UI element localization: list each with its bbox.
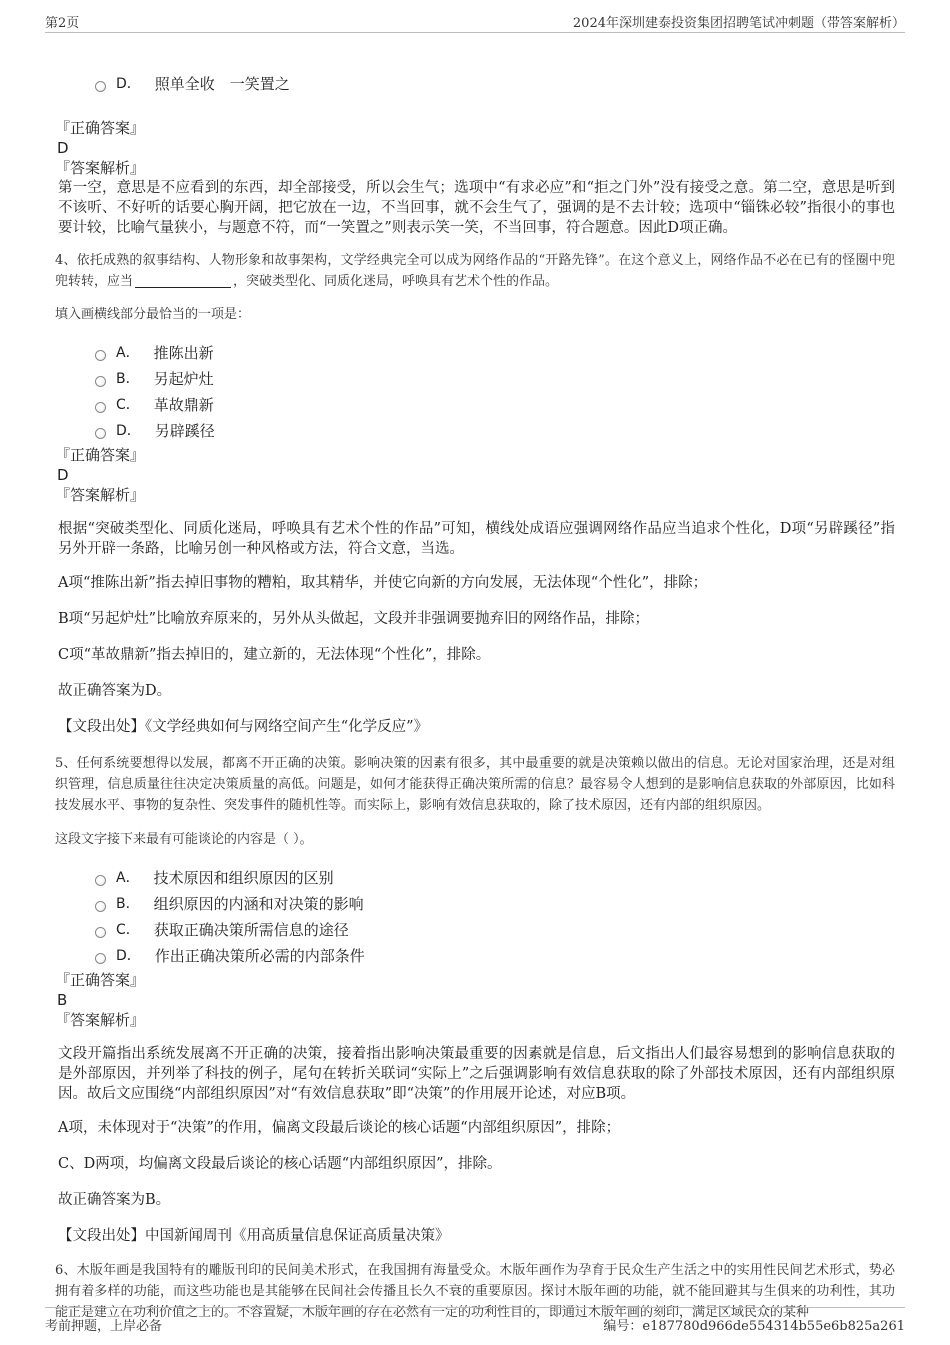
option-letter: A． bbox=[116, 345, 140, 361]
q3-analysis-label: 『答案解析』 bbox=[55, 159, 146, 177]
q5-answer: B bbox=[57, 991, 68, 1009]
q5-option-b[interactable] bbox=[95, 890, 895, 916]
page-footer bbox=[45, 1307, 905, 1336]
q4-analysis-label: 『答案解析』 bbox=[55, 486, 146, 504]
q4-stem bbox=[55, 250, 895, 292]
q4-analysis-conclusion: 故正确答案为D。 bbox=[58, 683, 172, 699]
q4-analysis-p4: C项“革故鼎新”指去掉旧的，建立新的，无法体现“个性化”，排除。 bbox=[58, 647, 491, 663]
option-text: 革故鼎新 bbox=[153, 395, 214, 414]
option-letter: D． bbox=[116, 948, 141, 964]
q4-option-d[interactable] bbox=[95, 417, 895, 443]
option-letter: A． bbox=[116, 870, 140, 886]
q5-analysis-label: 『答案解析』 bbox=[55, 1011, 146, 1029]
q3-option-d[interactable] bbox=[95, 70, 895, 96]
option-letter: C． bbox=[116, 397, 140, 413]
option-letter: C． bbox=[116, 922, 140, 938]
q5-analysis-conclusion: 故正确答案为B。 bbox=[58, 1192, 171, 1208]
q5-stem: 5、任何系统要想得以发展，都离不开正确的决策。影响决策的因素有很多，其中最重要的就是决策赖以做出的信息。无论对国家治理，还是对组织管理，信息质量往往决定决策质量的高低。问题是，如何才能获得正确决策所需的信息？最容易令人想到的是影响信息获取的外部原因，比如科技发展水平、事物的复杂性、突发事件的随机性等。而实际上，影响有效信息获取的，除了技术原因，还有内部的组织原因。 bbox=[55, 756, 895, 813]
q4-option-a[interactable] bbox=[95, 339, 895, 365]
radio-icon[interactable] bbox=[95, 901, 106, 912]
option-text: 推陈出新 bbox=[153, 343, 214, 362]
q3-answer: D bbox=[57, 139, 69, 157]
radio-icon[interactable] bbox=[95, 428, 106, 439]
q4-stem-part1: 4、依托成熟的叙事结构、人物形象和故事架构，文学经典完全可以成为网络作品的“开路先锋”。在这个意义上，网络作品不必在已有的怪圈中兜兜转转，应当 bbox=[55, 253, 895, 289]
option-text: 技术原因和组织原因的区别 bbox=[153, 868, 334, 887]
q4-option-b[interactable] bbox=[95, 365, 895, 391]
radio-icon[interactable] bbox=[95, 81, 106, 92]
option-text: 组织原因的内涵和对决策的影响 bbox=[153, 894, 364, 913]
q4-correct-answer-label: 『正确答案』 bbox=[55, 446, 146, 464]
document-title: 2024年深圳建泰投资集团招聘笔试冲刺题（带答案解析） bbox=[572, 16, 905, 31]
radio-icon[interactable] bbox=[95, 376, 106, 387]
q5-option-a[interactable] bbox=[95, 864, 895, 890]
q5-analysis-p1: 文段开篇指出系统发展离不开正确的决策，接着指出影响决策最重要的因素就是信息，后文指出人们最容易想到的影响信息获取的是外部原因，并列举了科技的例子，尾句在转折关联词“实际上”之后强调影响有效信息获取的除了外部技术原因，还有内部组织原因。故后文应围绕“内部组织原因”对“有效信息获取”即“决策”的作用展开论述，对应B项。 bbox=[58, 1046, 895, 1102]
option-text: 另起炉灶 bbox=[153, 369, 214, 388]
q4-prompt: 填入画横线部分最恰当的一项是： bbox=[55, 307, 251, 322]
q4-answer: D bbox=[57, 466, 69, 484]
q4-source: 【文段出处】《文学经典如何与网络空间产生“化学反应”》 bbox=[58, 719, 429, 735]
q5-prompt: 这段文字接下来最有可能谈论的内容是（ ）。 bbox=[55, 832, 313, 847]
q4-analysis-p2: A项“推陈出新”指去掉旧事物的糟粕，取其精华，并使它向新的方向发展，无法体现“个性化”，排除； bbox=[58, 575, 708, 591]
q3-analysis: 第一空，意思是不应看到的东西，却全部接受，所以会生气；选项中“有求必应”和“拒之门外”没有接受之意。第二空，意思是听到不该听、不好听的话要心胸开阔，把它放在一边，不当回事，就不会生气了，强调的是不去计较；选项中“锱铢必较”指很小的事也要计较，比喻气量狭小，与题意不符，而“一笑置之”则表示笑一笑，不当回事，符合题意。因此D项正确。 bbox=[58, 180, 895, 236]
page-header bbox=[45, 10, 905, 33]
option-text: 作出正确决策所必需的内部条件 bbox=[154, 946, 365, 965]
radio-icon[interactable] bbox=[95, 927, 106, 938]
q5-analysis-p3: C、D两项，均偏离文段最后谈论的核心话题“内部组织原因”，排除。 bbox=[58, 1156, 502, 1172]
option-letter: D． bbox=[116, 423, 141, 439]
option-letter: B． bbox=[116, 371, 140, 387]
q4-analysis-p1: 根据“突破类型化、同质化迷局，呼唤具有艺术个性的作品”可知，横线处成语应强调网络作品应当追求个性化，D项“另辟蹊径”指另外开辟一条路，比喻另创一种风格或方法，符合文意，当选。 bbox=[58, 521, 895, 557]
option-letter: B． bbox=[116, 896, 140, 912]
q5-option-d[interactable] bbox=[95, 942, 895, 968]
document-code: 编号：e187780d966de554314b55e6b825a261 bbox=[603, 1319, 905, 1334]
q4-analysis-p3: B项“另起炉灶”比喻放弃原来的，另外从头做起，文段并非强调要抛弃旧的网络作品，排除； bbox=[58, 611, 649, 627]
radio-icon[interactable] bbox=[95, 953, 106, 964]
document-body bbox=[55, 68, 895, 1323]
q5-option-c[interactable] bbox=[95, 916, 895, 942]
option-text: 照单全收 一笑置之 bbox=[154, 74, 290, 93]
q5-analysis-p2: A项，未体现对于“决策”的作用，偏离文段最后谈论的核心话题“内部组织原因”，排除； bbox=[58, 1120, 621, 1136]
fill-blank bbox=[135, 275, 231, 288]
q6-stem: 6、木版年画是我国特有的雕版刊印的民间美术形式，在我国拥有海量受众。木版年画作为孕育于民众生产生活之中的实用性民间艺术形式，势必拥有着多样的功能，而这些功能也是其能够在民间社会传播且长久不衰的重要原因。探讨木版年画的功能，就不能回避其与生俱来的功利性，其功能正是建立在功利价值之上的。不容置疑，木版年画的存在必然有一定的功利性目的，即通过木版年画的刻印，满足区域民众的某种 bbox=[55, 1263, 895, 1320]
q4-stem-part2: ，突破类型化、同质化迷局，呼唤具有艺术个性的作品。 bbox=[233, 274, 559, 289]
radio-icon[interactable] bbox=[95, 350, 106, 361]
q5-source: 【文段出处】中国新闻周刊《用高质量信息保证高质量决策》 bbox=[58, 1228, 450, 1244]
q3-correct-answer-label: 『正确答案』 bbox=[55, 119, 146, 137]
q5-correct-answer-label: 『正确答案』 bbox=[55, 971, 146, 989]
footer-slogan: 考前押题，上岸必备 bbox=[45, 1319, 163, 1334]
q4-option-c[interactable] bbox=[95, 391, 895, 417]
option-letter: D． bbox=[116, 76, 141, 92]
option-text: 获取正确决策所需信息的途径 bbox=[153, 920, 349, 939]
option-text: 另辟蹊径 bbox=[154, 421, 215, 440]
radio-icon[interactable] bbox=[95, 875, 106, 886]
page-number: 第2页 bbox=[45, 16, 80, 31]
radio-icon[interactable] bbox=[95, 402, 106, 413]
